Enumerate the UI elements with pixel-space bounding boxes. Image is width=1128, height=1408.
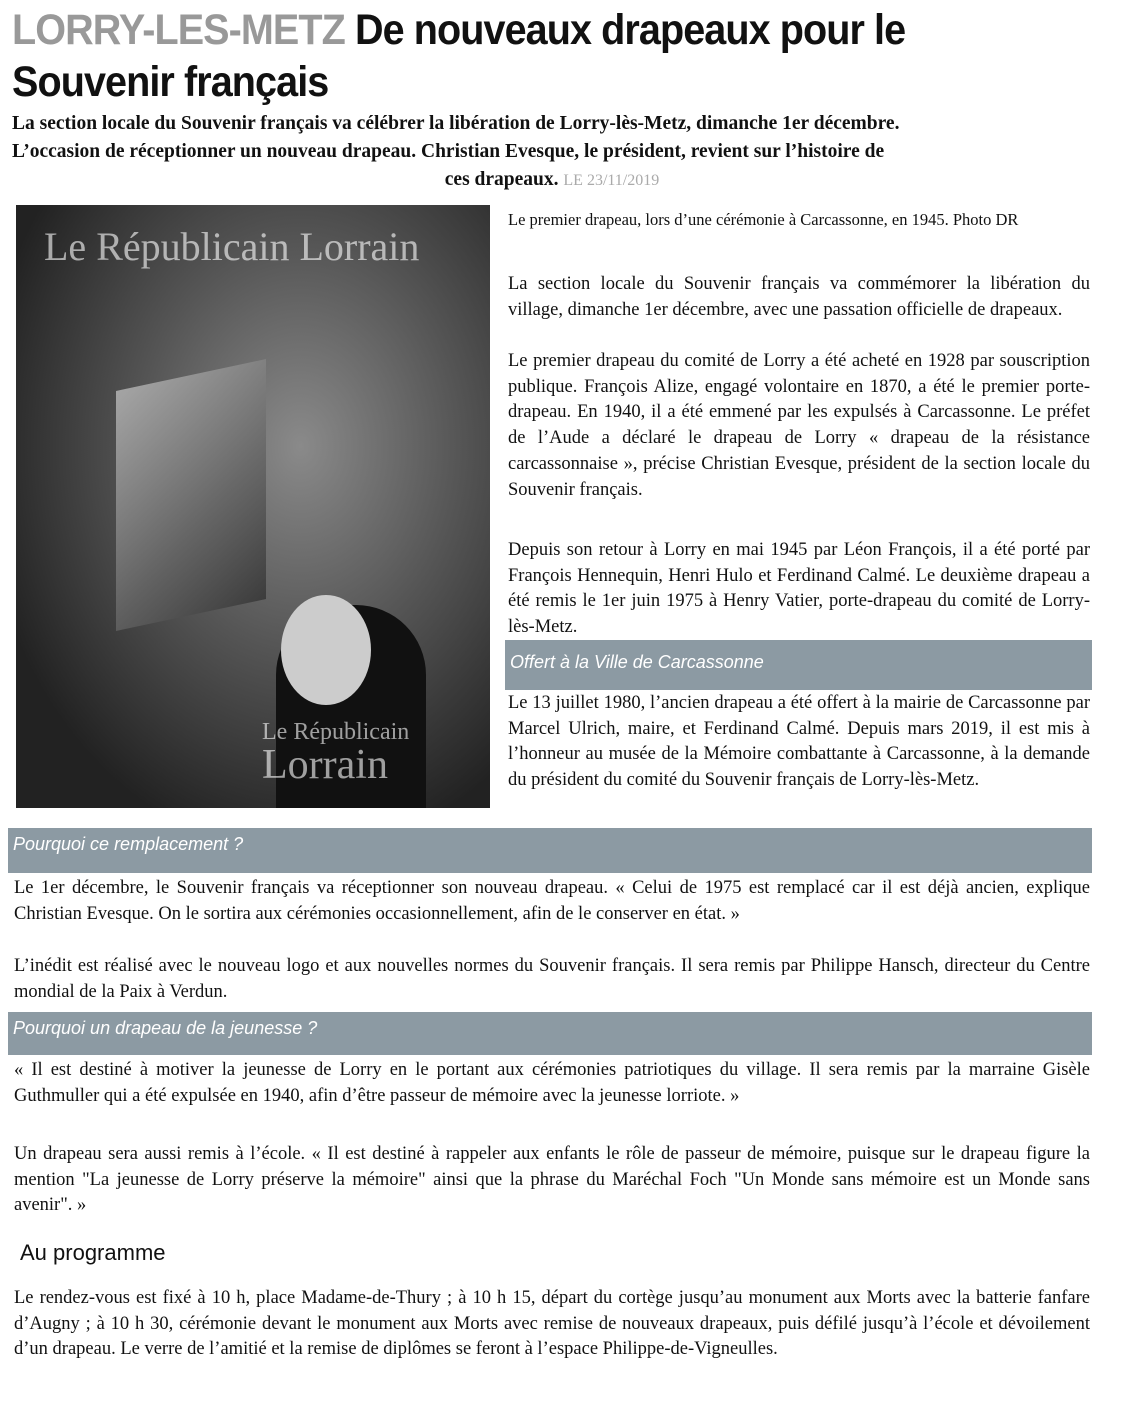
lead-paragraph [12,110,1092,195]
paragraph: Depuis son retour à Lorry en mai 1945 par Léon François, il a été porté par François Hennequin, Henri Hulo et Ferdinand Calmé. Le deuxième drapeau a été remis le 1er juin 1975 à Henry Vatier, porte-drapeau du comité de Lorry-lès-Metz. [508,540,1090,638]
paragraph: Un drapeau sera aussi remis à l’école. « Il est destiné à rappeler aux enfants le rôle de passeur de mémoire, puisque sur le drapeau figure la mention "La jeunesse de Lorry préserve la mémoire" ainsi que la phrase du Maréchal Foch "Un Monde sans mémoire est un Monde sans avenir". » [14,1144,1090,1216]
flag-shape [116,359,266,631]
paragraph: Le premier drapeau du comité de Lorry a été acheté en 1928 par souscription publique. François Alize, engagé volontaire en 1870, a été le premier porte-drapeau. En 1940, il a été emmené par les expulsés à Carcassonne. Le préfet de l’Aude a déclaré le drapeau de Lorry « drapeau de la résistance carcassonnaise », précise Christian Evesque, président de la section locale du Souvenir français. [508,351,1090,500]
subheading-bar: Pourquoi ce remplacement ? [8,828,1092,873]
lead-line: L’occasion de réceptionner un nouveau drapeau. Christian Evesque, le président, revient sur l’histoire de [12,141,885,162]
lead-line: ces drapeaux. [444,169,559,190]
paragraph: « Il est destiné à motiver la jeunesse de Lorry en le portant aux cérémonies patriotiques du village. Il sera remis par la marraine Gisèle Guthmuller qui a été expulsée en 1940, afin d’être passeur de mémoire avec la jeunesse lorriote. » [14,1060,1090,1106]
headline [12,4,1024,108]
paragraph: L’inédit est réalisé avec le nouveau logo et aux nouvelles normes du Souvenir français. Il sera remis par Philippe Hansch, directeur du Centre mondial de la Paix à Verdun. [14,956,1090,1002]
subheading-bar: Offert à la Ville de Carcassonne [505,640,1092,690]
paragraph: Le rendez-vous est fixé à 10 h, place Madame-de-Thury ; à 10 h 15, départ du cortège jusqu’au monument aux Morts avec la batterie fanfare d’Augny ; à 10 h 30, cérémonie devant le monument aux Morts avec remise de nouveaux drapeaux, puis défilé jusqu’à l’école et dévoilement d’un drapeau. Le verre de l’amitié et la remise de diplômes se feront à l’espace Philippe-de-Vigneulles. [14,1288,1090,1360]
publication-date: LE 23/11/2019 [563,172,660,189]
kicker: LORRY-LES-METZ [12,6,345,54]
paragraph: Le 13 juillet 1980, l’ancien drapeau a été offert à la mairie de Carcassonne par Marcel Ulrich, maire, et Ferdinand Calmé. Depuis mars 2019, il est mis à l’honneur au musée de la Mémoire combattante à Carcassonne, à la demande du président du comité du Souvenir français de Lorry-lès-Metz. [508,693,1090,791]
paragraph: La section locale du Souvenir français va commémorer la libération du village, dimanche 1er décembre, avec une passation officielle de drapeaux. [508,274,1090,320]
subheading-bar: Pourquoi un drapeau de la jeunesse ? [8,1012,1092,1055]
person-head-shape [281,595,371,705]
watermark-bottom: Le Républicain Lorrain [262,719,410,788]
article-photo [16,205,490,808]
section-heading: Au programme [20,1240,166,1265]
paragraph: Le 1er décembre, le Souvenir français va réceptionner son nouveau drapeau. « Celui de 1975 est remplacé car il est déjà ancien, explique Christian Evesque. On le sortira aux cérémonies occasionnellement, afin de le conserver en état. » [14,878,1090,924]
photo-caption: Le premier drapeau, lors d’une cérémonie à Carcassonne, en 1945. Photo DR [508,210,1019,229]
title: De nouveaux drapeaux pour le Souvenir français [12,6,906,106]
watermark-top: Le Républicain Lorrain [44,224,420,269]
lead-line: La section locale du Souvenir français va célébrer la libération de Lorry-lès-Metz, dimanche 1er décembre. [12,113,900,134]
